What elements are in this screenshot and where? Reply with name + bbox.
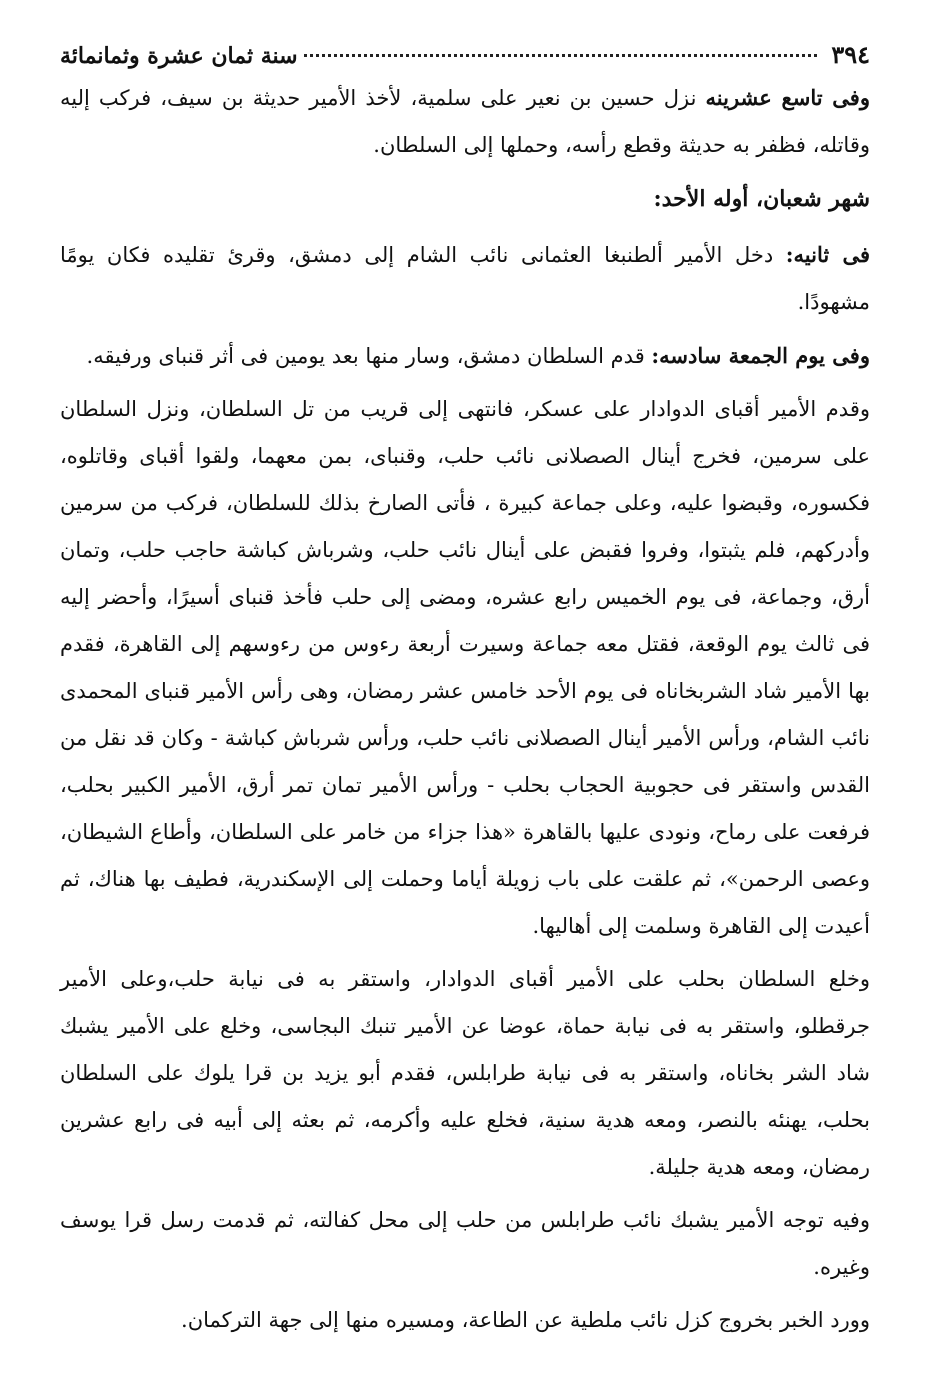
paragraph-1-lead: وفى تاسع عشرينه [705,85,870,110]
paragraph-2 [60,231,870,326]
paragraph-3-text: قدم السلطان دمشق، وسار منها بعد يومين فى أثر قنباى ورفيقه. [86,344,652,368]
running-title-wrap [298,40,870,70]
page-number: ٣٩٤ [831,40,870,69]
leader-dots [304,54,818,57]
paragraph-5: وخلع السلطان بحلب على الأمير أقباى الدوادار، واستقر به فى نيابة حلب،وعلى الأمير جرقطلو، واستقر به فى نيابة حماة، عوضا عن الأمير تنبك البجاسى، وخلع على الأمير يشبك شاد الشر بخاناه، واستقر به فى نيابة طرابلس، فقدم أبو يزيد بن قرا يلوك على السلطان بحلب، يهنئه بالنصر، ومعه هدية سنية، فخلع عليه وأكرمه، ثم بعثه إلى أبيه فى رابع عشرين رمضان، ومعه هدية جليلة. [60,967,870,1179]
month-heading: شهر شعبان، أوله الأحد: [653,186,870,212]
paragraph-2-lead: فى ثانيه: [785,242,871,267]
paragraph-3-lead: وفى يوم الجمعة سادسه: [651,343,870,368]
paragraph-6: وفيه توجه الأمير يشبك نائب طرابلس من حلب إلى محل كفالته، ثم قدمت رسل قرا يوسف وغيره. [60,1208,870,1279]
paragraph-2-text: دخل الأمير ألطنبغا العثمانى نائب الشام إلى دمشق، وقرئ تقليده فكان يومًا مشهودًا. [60,243,870,314]
paragraph-1-text: نزل حسين بن نعير على سلمية، لأخذ الأمير حديثة بن سيف، فركب إليه وقاتله، فظفر به حديثة وقطع رأسه، وحملها إلى السلطان. [60,86,870,157]
paragraph-1 [60,74,870,169]
running-header [60,40,870,74]
running-title: سنة ثمان عشرة وثمانمائة [60,43,298,69]
book-page [60,40,870,1350]
paragraph-3 [60,332,870,380]
paragraph-4: وقدم الأمير أقباى الدوادار على عسكر، فانتهى إلى قريب من تل السلطان، ونزل السلطان على سرمين، فخرج أينال الصصلانى نائب حلب، وقنباى، بمن معهما، ولقوا أقباى وقاتلوه، فكسوره، وقبضوا عليه، وعلى جماعة كبيرة ، فأتى الصارخ بذلك للسلطان، فركب من سرمين وأدركهم، فلم يثبتوا، وفروا فقبض على أينال نائب حلب، وشرباش كباشة حاجب حلب، وتمان أرق، وجماعة، فى يوم الخميس رابع عشره، ومضى إلى حلب فأخذ قنباى أسيرًا، وأحضر إليه فى ثالث يوم الوقعة، فقتل معه جماعة وسيرت أربعة رءوس من رءوسهم إلى القاهرة، فقدم بها الأمير شاد الشربخاناه فى يوم الأحد خامس عشر رمضان، وهى رأس الأمير قنباى المحمدى نائب الشام، ورأس الأمير أينال الصصلانى نائب حلب، ورأس شرباش كباشة - وكان قد نقل من القدس واستقر فى حجوبية الحجاب بحلب - ورأس الأمير تمان تمر أرق، الأمير الكبير بحلب، فرفعت على رماح، ونودى عليها بالقاهرة «هذا جزاء من خامر على السلطان، وأطاع الشيطان، وعصى الرحمن»، ثم علقت على باب زويلة أياما وحملت إلى الإسكندرية، فطيف بها هناك، ثم أعيدت إلى القاهرة وسلمت إلى أهاليها. [60,397,870,938]
paragraph-7: وورد الخبر بخروج كزل نائب ملطية عن الطاعة، ومسيره منها إلى جهة التركمان. [181,1308,870,1332]
